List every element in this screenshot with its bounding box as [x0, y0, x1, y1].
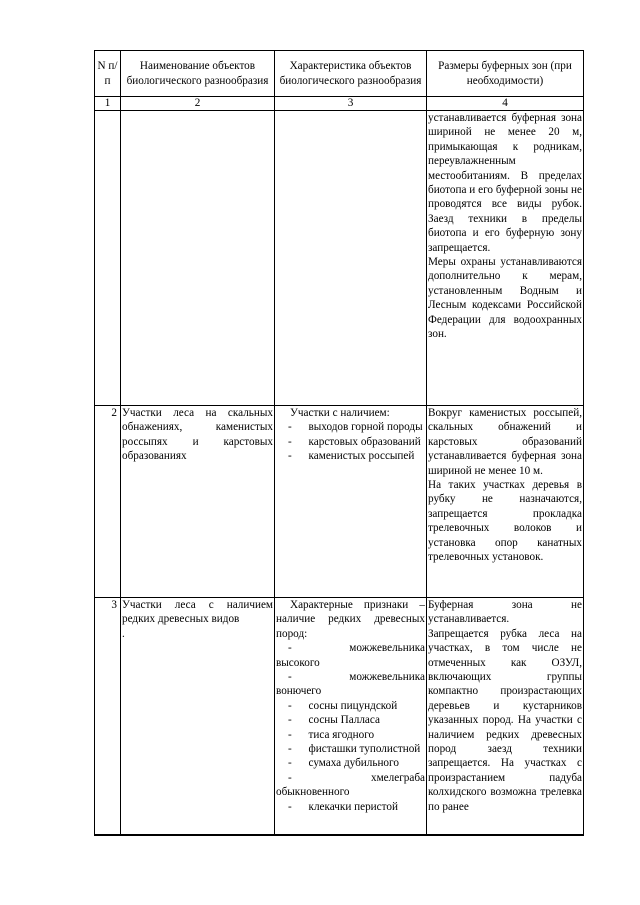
- column-number-row: [95, 97, 584, 111]
- row-name-text: Участки леса с наличием редких древесных видов: [122, 599, 273, 626]
- buffer-paragraph: На таких участках деревья в рубку не назначаются, запрещается прокладка трелевочных волоков и установка опор канатных трелевочных установок.: [428, 479, 582, 564]
- header-num: N п/п: [95, 51, 121, 97]
- table-row: [95, 598, 584, 836]
- col-number-3: 3: [275, 97, 427, 111]
- char-intro: Характерные признаки – наличие редких древесных пород:: [276, 599, 425, 640]
- row-buffer: [427, 598, 584, 836]
- buffer-paragraph: устанавливается буферная зона шириной не менее 20 м, примыкающая к родникам, переувлажненным местообитаниям. В пределах биотопа и его буферной зоны не проводятся все виды рубок. Заезд техники в пределы биотопа и его буферную зону запрещается.: [428, 112, 582, 254]
- row-name: [121, 598, 275, 836]
- row-num: 2: [95, 406, 121, 598]
- col-number-4: 4: [427, 97, 584, 111]
- buffer-paragraph: Запрещается рубка леса на участках, в том числе не отмеченных как ОЗУЛ, включающих группы компактно произрастающих деревьев и кустарников указанных пород. На участки с наличием редких древесных пород заезд техники запрещается. На участках с произрастанием падуба колхидского возможна трелевка по ранее: [428, 627, 582, 813]
- row-num: 3: [95, 598, 121, 836]
- header-buffer: Размеры буферных зон (при необходимости): [427, 51, 584, 97]
- header-name: Наименование объектов биологического разнообразия: [121, 51, 275, 97]
- row-name-cell: [121, 111, 275, 406]
- table-row: [95, 406, 584, 598]
- char-item: - фисташки туполистной: [288, 743, 421, 756]
- row-name-dot: .: [122, 627, 125, 640]
- row-characteristic: [275, 406, 427, 598]
- char-item: - сумаха дубильного: [288, 757, 399, 770]
- char-item: - сосны Палласа: [288, 714, 380, 727]
- col-number-1: 1: [95, 97, 121, 111]
- char-item: - хмелеграба обыкновенного: [276, 771, 425, 799]
- row-char-cell: [275, 111, 427, 406]
- char-item: - сосны пицундской: [288, 699, 398, 712]
- buffer-paragraph: Меры охраны устанавливаются дополнительно к мерам, установленным Водным и Лесным кодексами Российской Федерации для водоохранных зон.: [428, 256, 582, 341]
- row-num-cell: [95, 111, 121, 406]
- table-row: [95, 111, 584, 406]
- header-characteristic: Характеристика объектов биологического разнообразия: [275, 51, 427, 97]
- row-buffer: [427, 406, 584, 598]
- char-item: - клекачки перистой: [288, 800, 398, 813]
- buffer-paragraph: Вокруг каменистых россыпей, скальных обнажений и карстовых образований устанавливается буферная зона шириной не менее 10 м.: [428, 407, 582, 477]
- header-row: [95, 51, 584, 97]
- buffer-paragraph: Буферная зона не устанавливается.: [428, 599, 582, 626]
- char-item: - можжевельника вонючего: [276, 671, 425, 698]
- row-characteristic: [275, 598, 427, 836]
- char-item: - выходов горной породы: [288, 421, 423, 434]
- char-item: - каменистых россыпей: [288, 450, 415, 463]
- char-item: - тиса ягодного: [288, 728, 375, 741]
- biodiversity-table: [94, 50, 584, 836]
- row-name: Участки леса на скальных обнажениях, каменистых россыпях и карстовых образованиях: [121, 406, 275, 598]
- char-intro: Участки с наличием:: [290, 407, 390, 419]
- col-number-2: 2: [121, 97, 275, 111]
- char-item: - карстовых образований: [288, 435, 421, 448]
- row-buffer-cell: [427, 111, 584, 406]
- char-item: - можжевельника высокого: [276, 642, 425, 669]
